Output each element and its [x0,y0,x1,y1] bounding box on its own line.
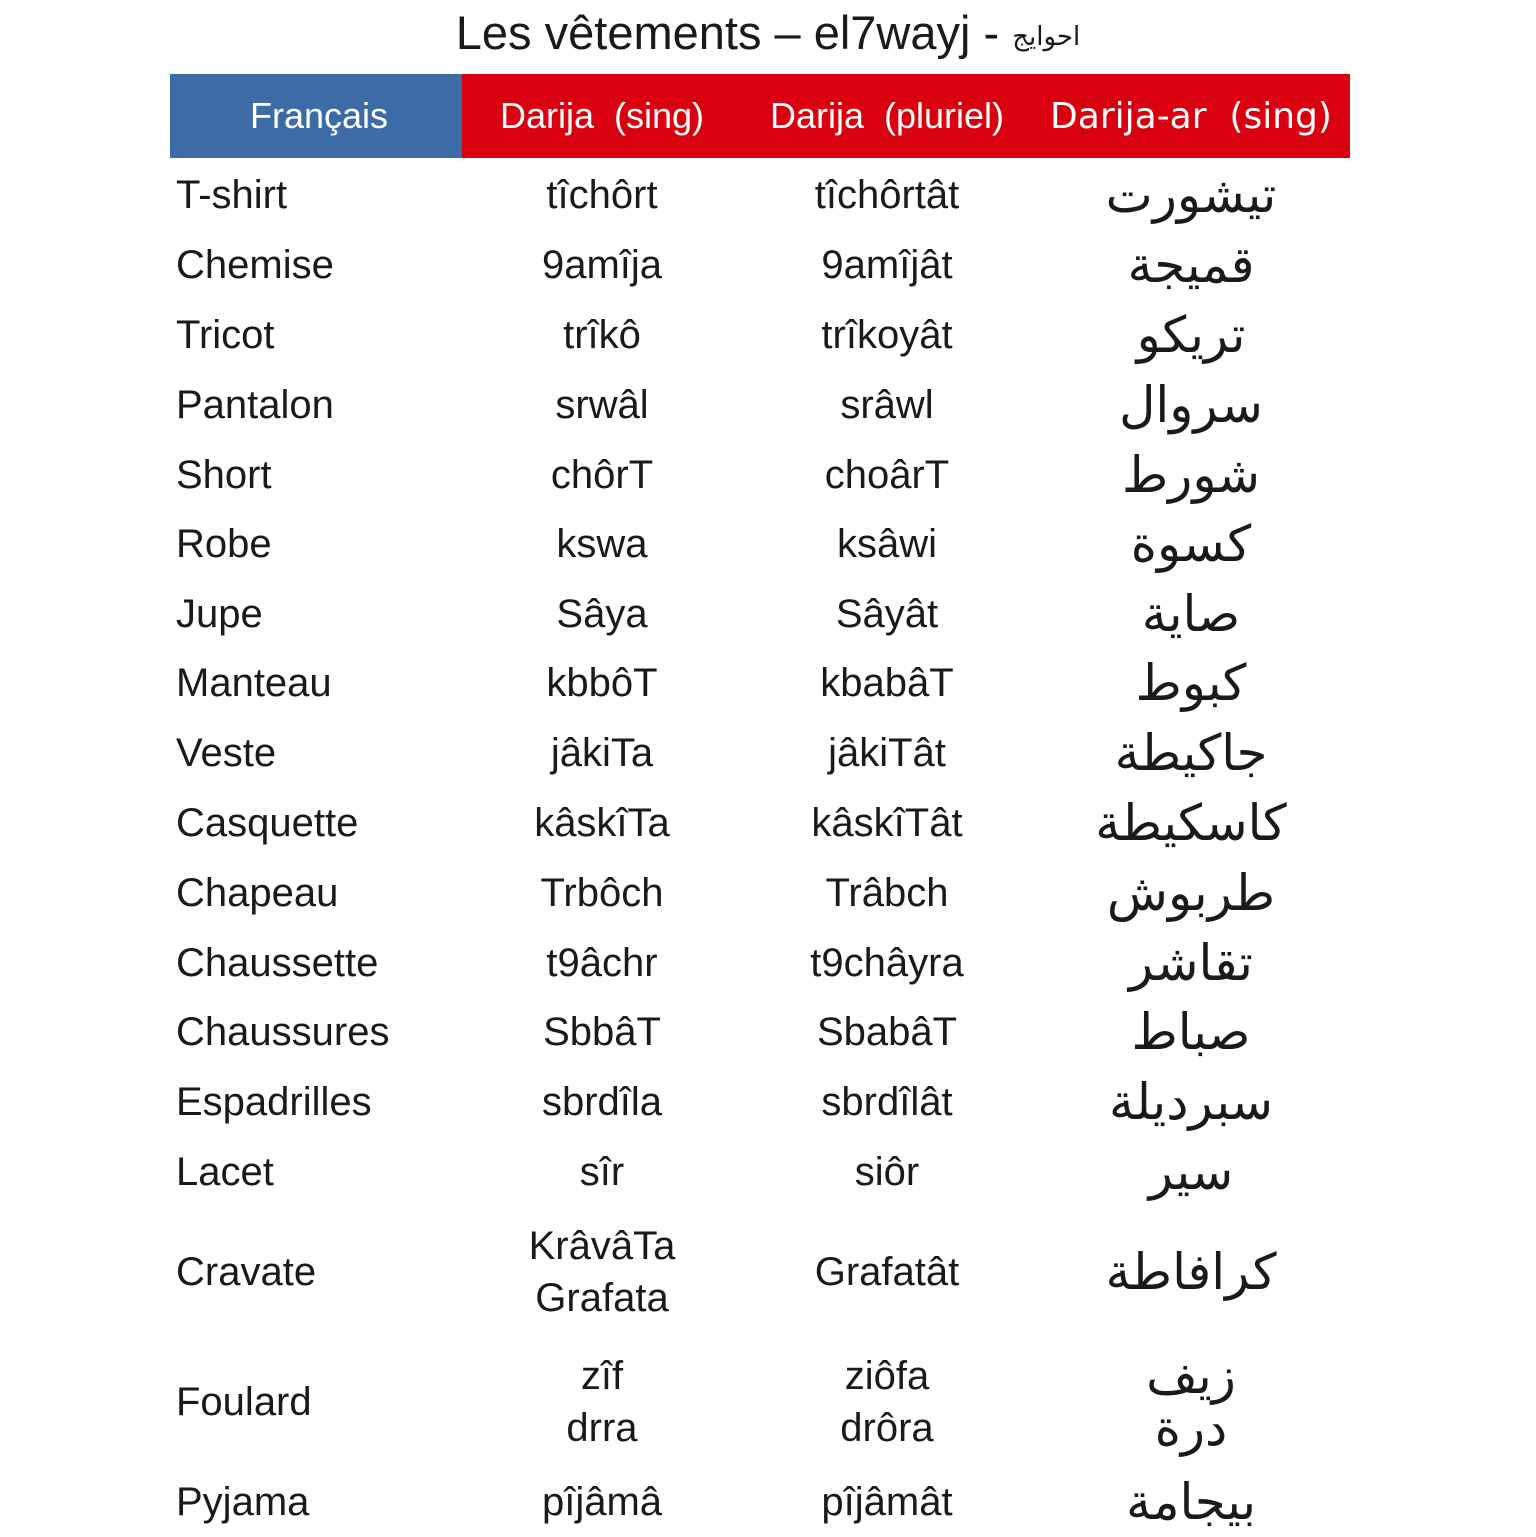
cell-francais: Manteau [176,661,332,705]
cell-francais: Short [176,452,272,497]
table-row [170,1207,1350,1337]
cell-darija-sing [462,169,742,221]
cell-darija-ar [1032,1243,1350,1301]
cell-darija-sing [462,449,742,501]
cell-darija-pluriel-line: drôra [840,1406,934,1450]
cell-darija-sing [462,379,742,431]
cell-darija-pluriel-line: kâskîTât [811,801,963,845]
cell-darija-sing [462,1076,742,1128]
cell-darija-ar [1032,445,1350,504]
table-row [170,1337,1350,1467]
cell-darija-ar-line: تريكو [1136,306,1246,364]
cell-darija-pluriel-line: pîjâmât [821,1480,953,1524]
cell-darija-ar-line: زيف [1146,1347,1236,1405]
cell-darija-ar-line: طربوش [1106,864,1276,922]
cell-darija-sing [462,797,742,849]
title-arabic: احوايج [1012,22,1081,52]
cell-darija-pluriel-line: Trâbch [825,871,949,915]
cell-darija-ar [1032,794,1350,852]
cell-darija-ar-line: كبوط [1135,654,1247,712]
cell-darija-pluriel-line: tîchôrtât [814,173,960,217]
cell-darija-sing-line: SbbâT [543,1010,661,1054]
cell-darija-sing-line: pîjâmâ [541,1480,663,1524]
cell-darija-ar [1032,864,1350,922]
cell-darija-pluriel-line: ziôfa [844,1354,930,1398]
cell-darija-ar-line: كسوة [1130,515,1252,573]
cell-darija-pluriel-line: Sâyât [835,591,939,636]
cell-darija-sing [462,1476,742,1528]
cell-darija-ar-line: كرافاطة [1105,1243,1277,1301]
cell-darija-pluriel-line: kbabâT [820,661,954,705]
table-row [170,1137,1350,1207]
cell-darija-ar-line: درة [1154,1399,1228,1457]
header-darija-pluriel: Darija (pluriel) [742,74,1032,158]
cell-darija-sing-line: trîkô [563,313,641,357]
cell-darija-pluriel [742,1146,1032,1198]
cell-darija-pluriel-line: choârT [824,452,950,497]
cell-darija-ar [1032,1347,1350,1457]
cell-darija-sing-line: kâskîTa [534,801,670,845]
cell-darija-ar-line: جاكيطة [1114,724,1268,782]
cell-darija-pluriel [742,239,1032,291]
cell-darija-ar [1032,1003,1350,1061]
cell-darija-sing-line: KrâvâTa [528,1224,676,1268]
cell-darija-pluriel [742,169,1032,221]
cell-darija-ar-line: بيجامة [1125,1473,1257,1531]
cell-darija-sing-line: Grafata [535,1276,669,1320]
cell-darija-sing [462,937,742,989]
cell-darija-ar-line: شورط [1121,445,1261,504]
cell-darija-pluriel [742,449,1032,501]
cell-darija-pluriel [742,1076,1032,1128]
cell-darija-sing [462,518,742,570]
cell-darija-ar-line: سبرديلة [1108,1073,1274,1131]
cell-francais: Chaussures [176,1010,390,1054]
cell-darija-pluriel [742,937,1032,989]
cell-francais: T-shirt [176,173,288,217]
cell-darija-sing [462,588,742,640]
header-darija-ar-sing: Darija-ar (sing) [1032,74,1350,158]
cell-darija-sing-line: chôrT [550,452,654,497]
table-row [170,928,1350,997]
cell-darija-sing-line: tîchôrt [546,173,658,217]
cell-darija-pluriel [742,1246,1032,1298]
cell-darija-ar [1032,933,1350,992]
cell-darija-pluriel-line: sbrdîlât [821,1080,953,1124]
cell-darija-sing-line: drra [566,1406,638,1450]
table-row [170,160,1350,230]
header-darija-sing: Darija (sing) [462,74,742,158]
cell-darija-ar [1032,515,1350,573]
cell-darija-pluriel-line: srâwl [840,383,934,427]
cell-francais: Pyjama [176,1480,310,1524]
cell-darija-sing-line: kbbôT [546,661,658,705]
cell-darija-pluriel-line: Grafatât [814,1250,960,1294]
cell-darija-ar [1032,376,1350,434]
cell-darija-ar [1032,654,1350,712]
cell-darija-sing-line: 9amîja [541,243,663,287]
table-row [170,1467,1350,1537]
table-row [170,1067,1350,1137]
cell-darija-sing-line: Trbôch [540,871,664,915]
cell-darija-ar [1032,584,1350,643]
page-title [0,4,1536,66]
cell-francais: Lacet [176,1150,274,1194]
cell-darija-pluriel-line: trîkoyât [821,313,953,357]
table-row [170,370,1350,440]
cell-francais: Chemise [176,243,334,287]
cell-darija-sing-line: sbrdîla [541,1080,663,1124]
cell-darija-ar-line: سير [1148,1143,1234,1201]
cell-darija-pluriel [742,379,1032,431]
cell-darija-sing-line: srwâl [555,383,649,427]
cell-darija-pluriel [742,588,1032,640]
cell-darija-pluriel [742,518,1032,570]
table-row [170,858,1350,928]
cell-francais: Chaussette [176,940,379,985]
cell-darija-ar [1032,166,1350,224]
table-row [170,718,1350,788]
cell-darija-sing [462,1220,742,1324]
cell-darija-ar-line: سروال [1119,376,1263,434]
cell-darija-pluriel-line: jâkiTât [828,731,946,775]
cell-darija-ar [1032,306,1350,364]
cell-darija-pluriel-line: siôr [854,1150,920,1194]
table-row [170,440,1350,509]
table-header [170,74,1350,158]
cell-darija-ar [1032,1073,1350,1131]
cell-darija-pluriel-line: SbabâT [816,1010,958,1054]
cell-darija-pluriel [742,1006,1032,1058]
cell-darija-ar-line: قميجة [1127,236,1255,294]
cell-darija-pluriel-line: t9châyra [810,940,964,985]
cell-darija-sing-line: jâkiTa [550,731,654,775]
cell-darija-pluriel [742,657,1032,709]
cell-darija-pluriel-line: 9amîjât [821,243,953,287]
cell-darija-pluriel [742,867,1032,919]
cell-darija-ar [1032,236,1350,294]
cell-darija-ar-line: تقاشر [1129,933,1253,992]
vocabulary-table [170,160,1350,1537]
cell-darija-ar-line: صاية [1141,584,1241,643]
cell-darija-sing [462,867,742,919]
cell-darija-sing [462,1006,742,1058]
cell-darija-sing [462,1350,742,1454]
cell-darija-ar [1032,1143,1350,1201]
cell-darija-sing [462,1146,742,1198]
cell-francais: Veste [176,731,277,775]
cell-francais: Robe [176,522,272,566]
cell-darija-sing-line: kswa [556,522,648,566]
cell-darija-ar [1032,724,1350,782]
table-row [170,509,1350,579]
cell-francais: Espadrilles [176,1080,372,1124]
table-row [170,579,1350,648]
cell-francais: Jupe [176,591,263,636]
table-row [170,300,1350,370]
cell-darija-sing-line: zîf [580,1354,624,1398]
table-row [170,997,1350,1067]
cell-darija-sing-line: t9âchr [546,940,658,985]
table-row [170,788,1350,858]
cell-darija-pluriel [742,727,1032,779]
cell-francais: Cravate [176,1250,317,1294]
cell-darija-ar [1032,1473,1350,1531]
cell-francais: Chapeau [176,871,339,915]
cell-darija-sing-line: Sâya [556,591,648,636]
cell-darija-pluriel [742,1350,1032,1454]
cell-darija-ar-line: كاسكيطة [1095,794,1287,852]
cell-darija-pluriel [742,797,1032,849]
cell-darija-pluriel-line: ksâwi [836,522,938,566]
cell-darija-sing [462,239,742,291]
cell-darija-sing [462,727,742,779]
cell-darija-sing [462,657,742,709]
cell-darija-pluriel [742,1476,1032,1528]
cell-francais: Pantalon [176,383,334,427]
cell-darija-sing-line: sîr [579,1150,625,1194]
cell-darija-pluriel [742,309,1032,361]
header-francais: Français [170,74,462,158]
cell-francais: Foulard [176,1380,312,1424]
cell-darija-ar-line: تيشورت [1105,166,1277,224]
cell-francais: Casquette [176,801,359,845]
cell-francais: Tricot [176,313,275,357]
title-text: Les vêtements – el7wayj - [455,6,1013,59]
table-row [170,230,1350,300]
table-row [170,648,1350,718]
cell-darija-sing [462,309,742,361]
cell-darija-ar-line: صباط [1131,1003,1251,1061]
